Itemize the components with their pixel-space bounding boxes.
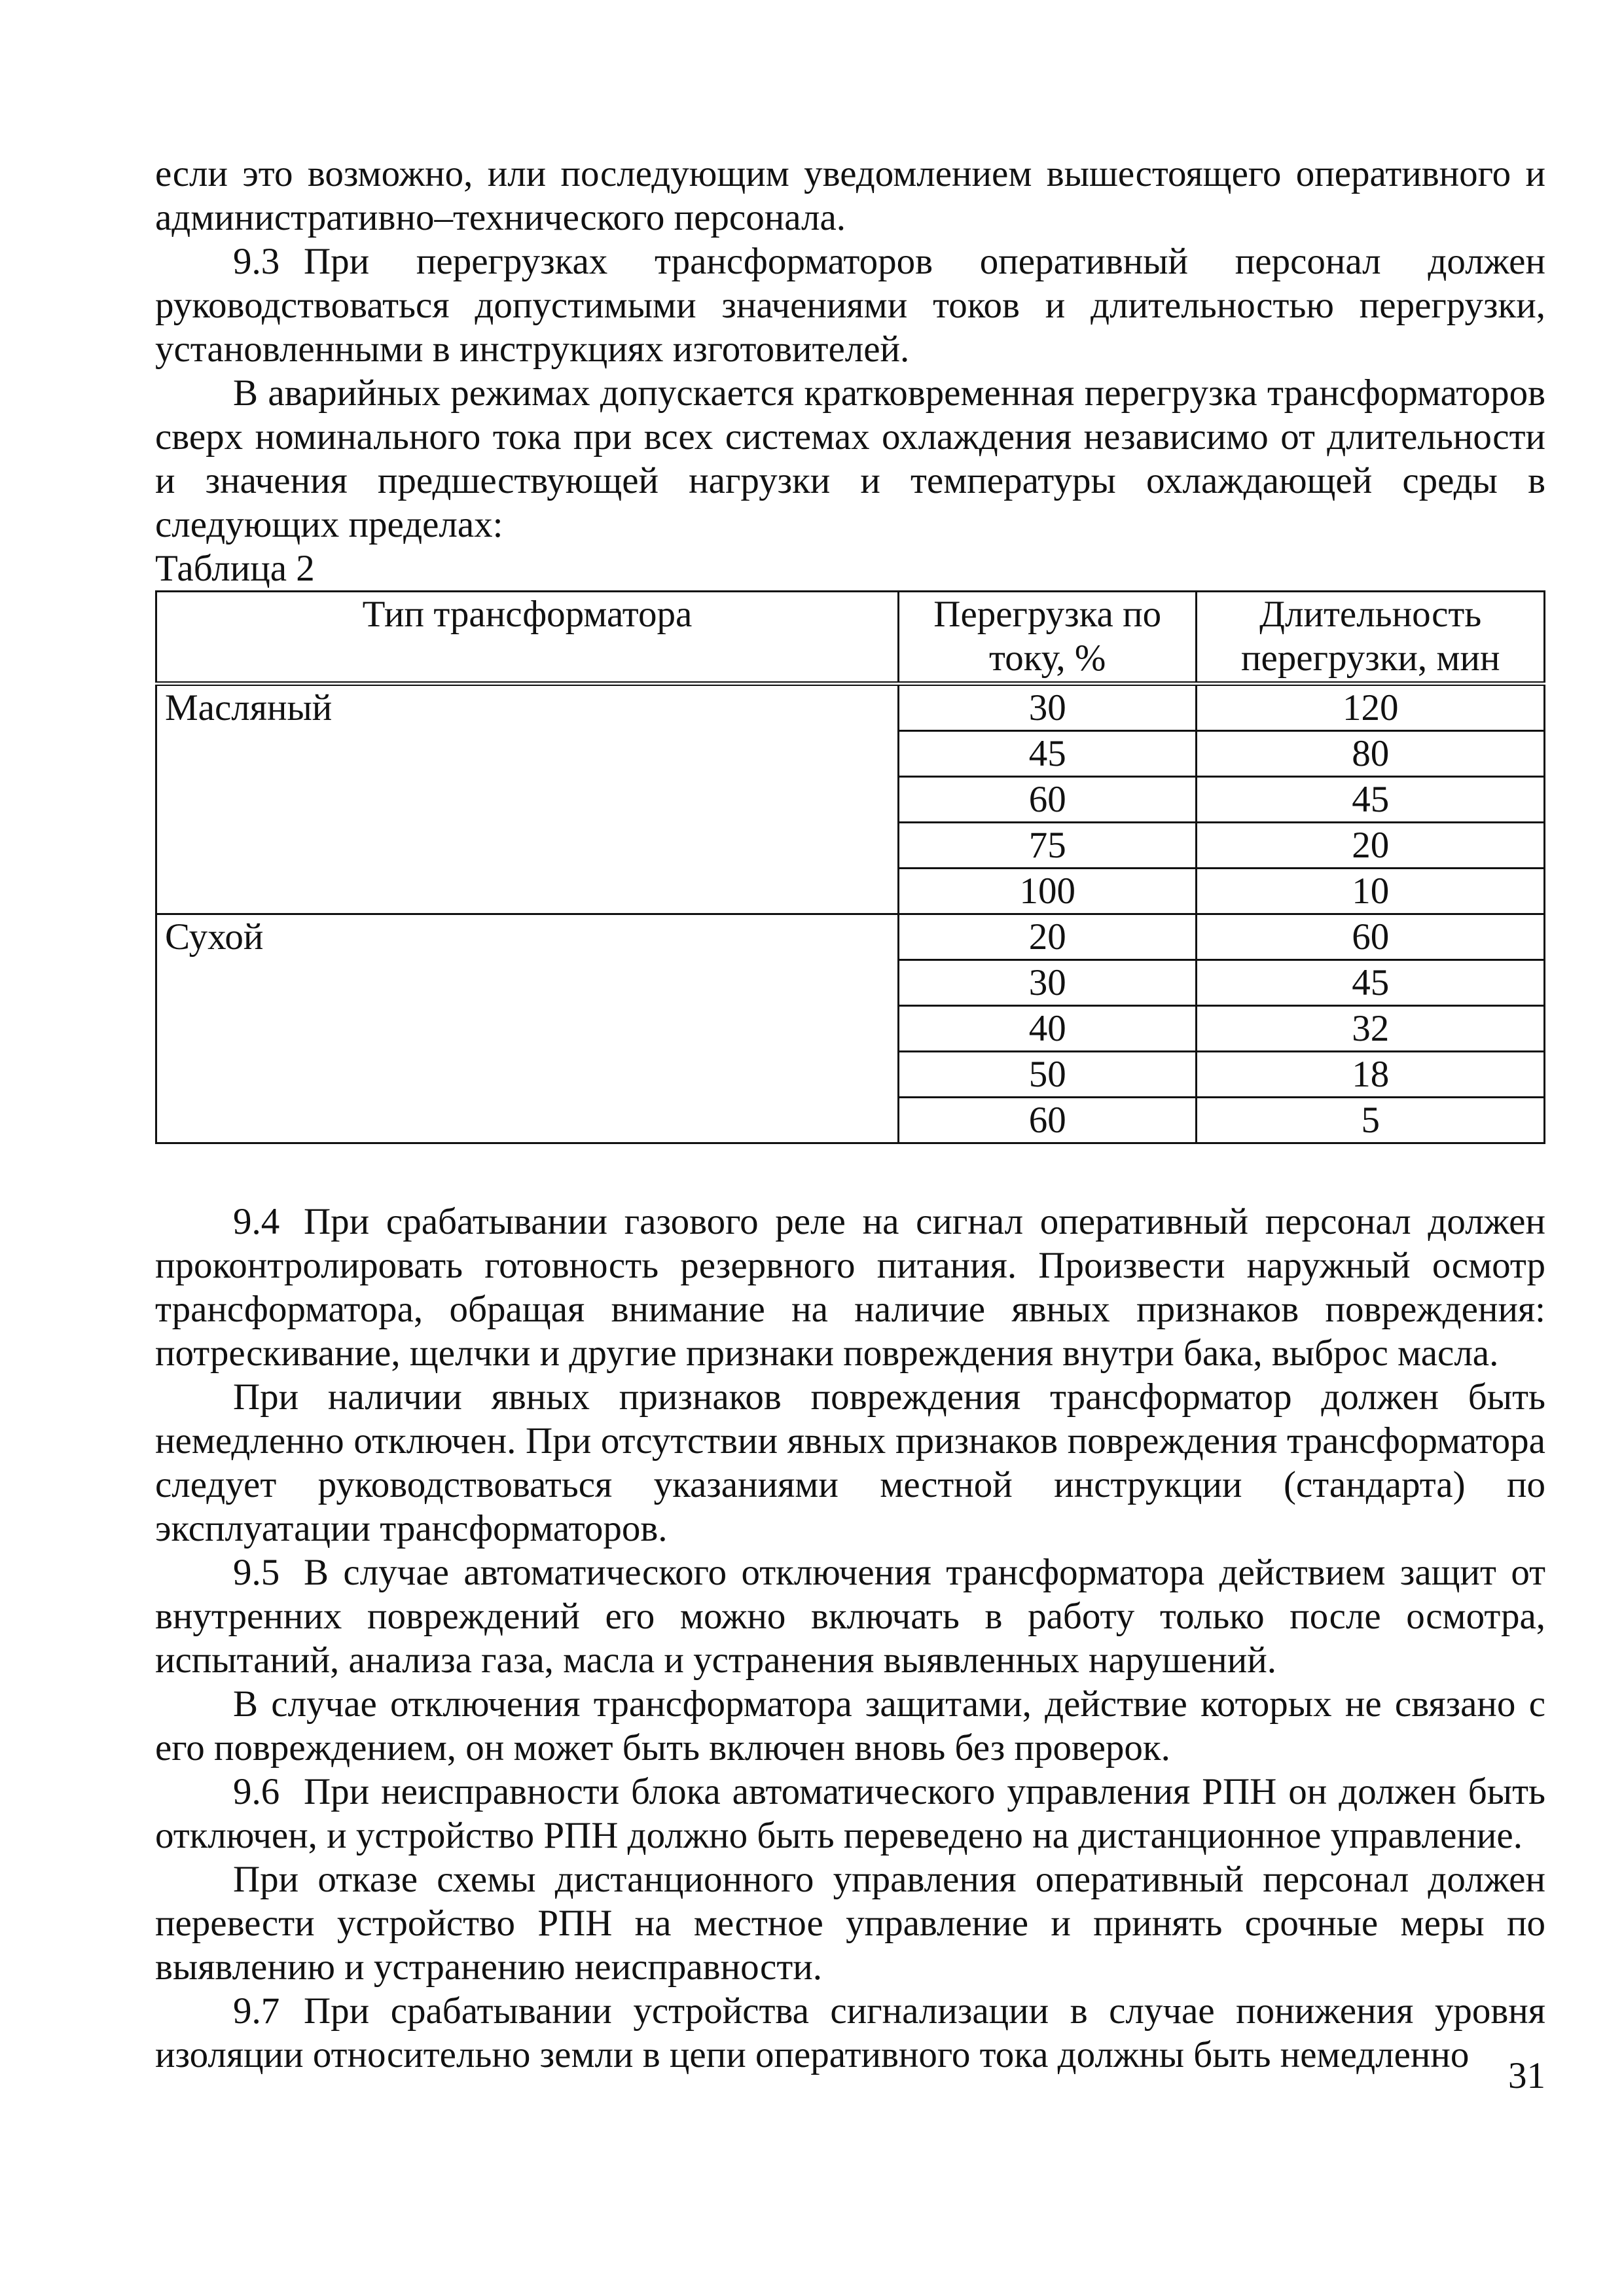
spacer [155, 1144, 1545, 1200]
paragraph-text: При перегрузках трансформаторов оперативный персонал должен руководствоваться допустимыми значениями токов и длительностью перегрузки, установленными в инструкциях изготовителей. [155, 241, 1545, 370]
overload-table [155, 590, 1545, 1144]
overload-percent-cell: 30 [898, 960, 1197, 1006]
overload-percent-cell: 20 [898, 914, 1197, 960]
paragraph-9-5-continued: В случае отключения трансформатора защитами, действие которых не связано с его повреждением, он может быть включен вновь без проверок. [155, 1683, 1545, 1768]
overload-percent-cell: 60 [898, 1098, 1197, 1143]
duration-cell: 60 [1197, 914, 1545, 960]
paragraph-9-6 [155, 1770, 1545, 1857]
paragraph-9-3 [155, 240, 1545, 371]
paragraph-9-6-continued: При отказе схемы дистанционного управления оперативный персонал должен перевести устройство РПН на местное управление и принять срочные меры по выявлению и устранению неисправности. [155, 1859, 1545, 1988]
table-header-row [156, 592, 1545, 684]
overload-percent-cell: 60 [898, 777, 1197, 823]
page-content [155, 152, 1545, 2077]
paragraph-intro: если это возможно, или последующим уведомлением вышестоящего оперативного и административно–технического персонала. [155, 153, 1545, 238]
paragraph-9-3-continued: В аварийных режимах допускается кратковременная перегрузка трансформаторов сверх номинального тока при всех системах охлаждения независимо от длительности и значения предшествующей нагрузки и температуры охлаждающей среды в следующих пределах: [155, 372, 1545, 545]
overload-percent-cell: 75 [898, 823, 1197, 869]
overload-percent-cell: 100 [898, 869, 1197, 914]
duration-cell: 80 [1197, 731, 1545, 777]
table-row [156, 684, 1545, 731]
page-number: 31 [1508, 2055, 1545, 2096]
duration-cell: 45 [1197, 777, 1545, 823]
paragraph-9-4-continued: При наличии явных признаков повреждения трансформатор должен быть немедленно отключен. При отсутствии явных признаков повреждения трансформатора следует руководствоваться указаниями местной инструкции (стандарта) по эксплуатации трансформаторов. [155, 1376, 1545, 1549]
duration-cell: 20 [1197, 823, 1545, 869]
paragraph-9-4 [155, 1200, 1545, 1375]
transformer-type-cell: Масляный [156, 684, 899, 914]
duration-cell: 120 [1197, 684, 1545, 731]
table-row [156, 914, 1545, 960]
header-overload-duration: Длительность перегрузки, мин [1197, 592, 1545, 684]
duration-cell: 10 [1197, 869, 1545, 914]
section-number: 9.3 [233, 241, 280, 282]
paragraph-text: При срабатывании устройства сигнализации в случае понижения уровня изоляции относительно земли в цепи оперативного тока должны быть немедленно [155, 1990, 1545, 2075]
duration-cell: 5 [1197, 1098, 1545, 1143]
header-transformer-type: Тип трансформатора [156, 592, 899, 684]
overload-percent-cell: 45 [898, 731, 1197, 777]
duration-cell: 18 [1197, 1052, 1545, 1098]
transformer-type-cell: Сухой [156, 914, 899, 1143]
duration-cell: 32 [1197, 1006, 1545, 1052]
overload-percent-cell: 40 [898, 1006, 1197, 1052]
section-number: 9.7 [233, 1990, 280, 2032]
table-caption: Таблица 2 [155, 548, 315, 589]
header-overload-current: Перегрузка по току, % [898, 592, 1197, 684]
section-number: 9.5 [233, 1552, 280, 1593]
duration-cell: 45 [1197, 960, 1545, 1006]
paragraph-text: При неисправности блока автоматического управления РПН он должен быть отключен, и устройство РПН должно быть переведено на дистанционное управление. [155, 1771, 1545, 1856]
paragraph-text: В случае автоматического отключения трансформатора действием защит от внутренних повреждений его можно включать в работу только после осмотра, испытаний, анализа газа, масла и устранения выявленных нарушений. [155, 1552, 1545, 1681]
section-number: 9.6 [233, 1771, 280, 1812]
paragraph-9-7 [155, 1989, 1545, 2077]
paragraph-9-5 [155, 1551, 1545, 1682]
paragraph-text: При срабатывании газового реле на сигнал оперативный персонал должен проконтролировать готовность резервного питания. Произвести наружный осмотр трансформатора, обращая внимание на наличие явных признаков повреждения: потрескивание, щелчки и другие признаки повреждения внутри бака, выброс масла. [155, 1201, 1545, 1374]
section-number: 9.4 [233, 1201, 280, 1242]
overload-percent-cell: 50 [898, 1052, 1197, 1098]
overload-percent-cell: 30 [898, 684, 1197, 731]
